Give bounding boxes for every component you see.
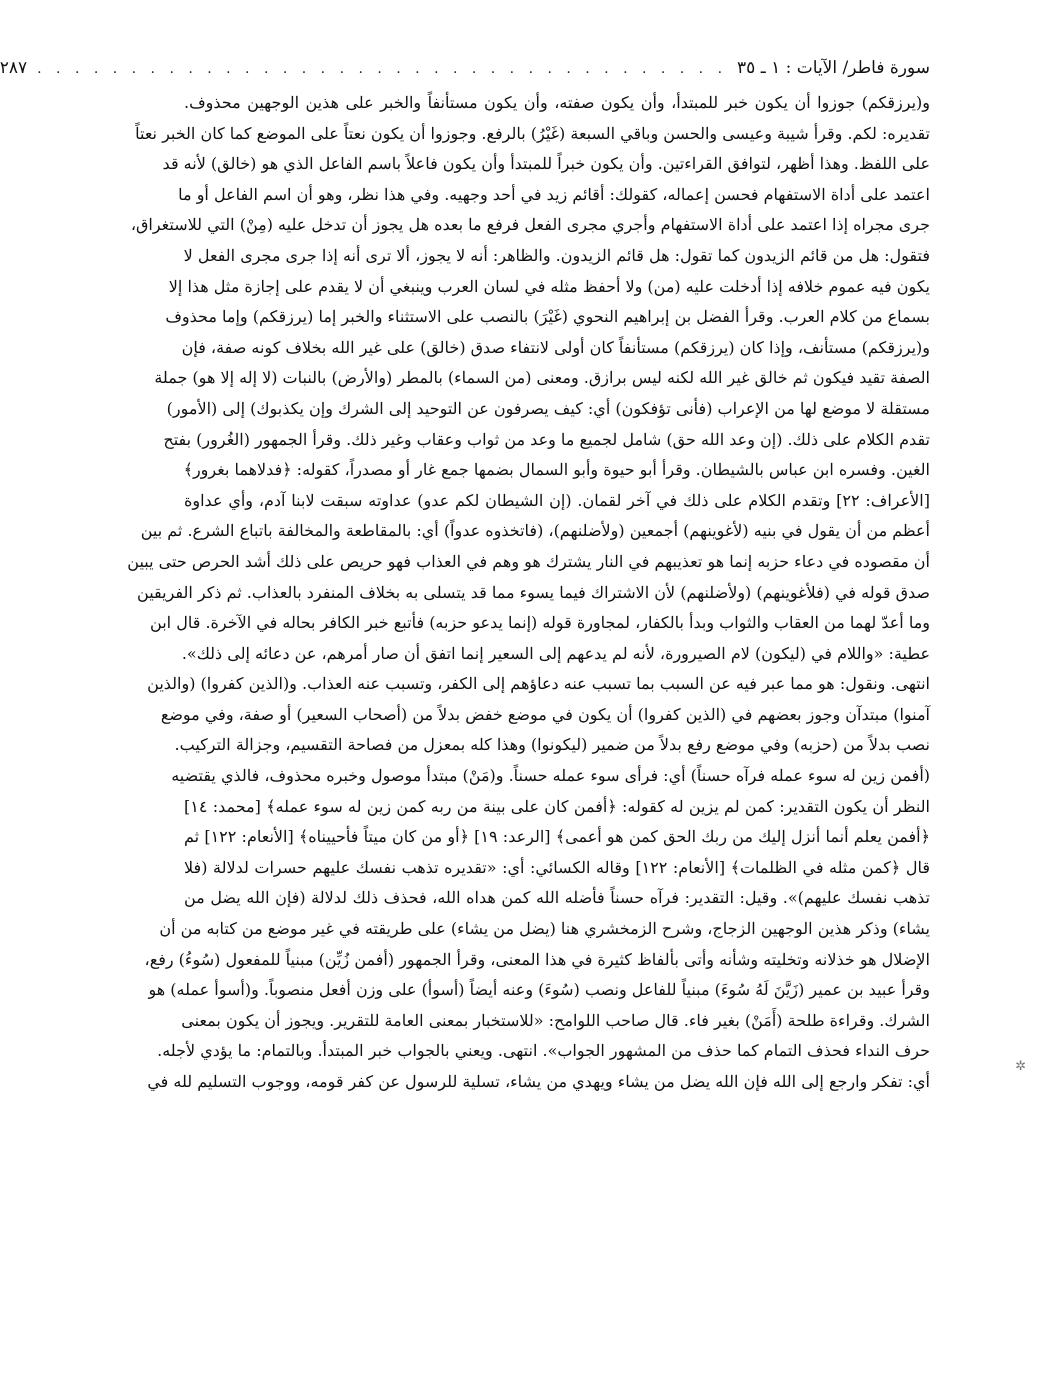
text-line: يكون فيه عموم خلافه إذا أدخلت عليه (من) ولا أحفظ مثله في لسان العرب وينبغي أن لا يقدم على إجازة مثل هذا إلا <box>168 276 930 296</box>
text-line: الغين. وفسره ابن عباس بالشيطان. وقرأ أبو حيوة وأبو السمال بضمها جمع غار أو مصدراً، كقوله: ﴿فدلاهما بغرور﴾ <box>183 460 930 480</box>
text-line: حرف النداء فحذف التمام كما حذف من المشهور الجواب». انتهى. ويعني بالجواب خبر المبتدأ. وبالتمام: ما يؤدي لأجله. <box>157 1041 930 1061</box>
text-line: قال ﴿كمن مثله في الظلمات﴾ [الأنعام: ١٢٢] وقاله الكسائي: أي: «تقديره تذهب نفسك عليهم حسرات لدلالة (فلا <box>184 857 930 877</box>
text-line: الإضلال هو خذلانه وتخليته وشأنه وأتى بألفاظ كثيرة في هذا المعنى، وقرأ الجمهور (أفمن زُيِّن) مبنياً للمفعول (سُوءُ) رفع، <box>144 949 930 969</box>
text-line: (أفمن زين له سوء عمله فرآه حسناً) أي: فرأى سوء عمله حسناً. و(مَنْ) مبتدأ موصول وخبره محذوف، فالذي يقتضيه <box>171 766 930 786</box>
text-line: أعظم من أن يقول في بنيه (لأغوينهم) أجمعين (ولأضلنهم)، (فاتخذوه عدواً) أي: بالمقاطعة والمخالفة باتباع الشرع. ثم بين <box>140 521 930 541</box>
text-line: [الأعراف: ٢٢] وتقدم الكلام على ذلك في آخر لقمان. (إن الشيطان لكم عدو) عداوته سبقت لابنا آدم، وأي عداوة <box>184 490 930 510</box>
text-line: يشاء) وذكر هذين الوجهين الزجاج، وشرح الزمخشري هنا (يضل من يشاء) على طريقته في غير موضع من كتابه من أن <box>159 919 930 939</box>
scan-speck-icon: ✲ <box>1015 1059 1026 1074</box>
text-line: النظر أن يكون التقدير: كمن لم يزين له كقوله: ﴿أفمن كان على بينة من ربه كمن زين له سوء عمله﴾ [محمد: ١٤] <box>184 796 930 816</box>
text-line: تقدم الكلام على ذلك. (إن وعد الله حق) شامل لجميع ما وعد من ثواب وعقاب وغير ذلك. وقرأ الجمهور (الغُرور) بفتح <box>163 429 930 449</box>
text-line: عطية: «واللام في (ليكون) لام الصيرورة، لأنه لم يدعهم إلى السعير إنما اتفق أن صار أمرهم، عن دعائه إلى ذلك». <box>181 643 930 663</box>
text-line: وقرأ عبيد بن عمير (زَيَّنَ لَهُ سُوءَ) مبنياً للفاعل ونصب (سُوءَ) وعنه أيضاً (أسوأ) على وزن أفعل منصوباً. و(أسوأ عمله) هو <box>148 980 930 1000</box>
text-line: تقديره: لكم. وقرأ شيبة وعيسى والحسن وباقي السبعة (غَيْرُ) بالرفع. وجوزوا أن يكون نعتاً على الموضع كما كان الخبر نعتاً <box>135 123 930 143</box>
text-line: بسماع من كلام العرب. وقرأ الفضل بن إبراهيم النحوي (غَيْرَ) بالنصب على الاستثناء والخبر إما (يرزقكم) وإما محذوف <box>165 307 930 327</box>
text-line: تذهب نفسك عليهم)». وقيل: التقدير: فرآه حسناً فأضله الله كمن هداه الله، فحذف ذلك لدلالة (فإن الله يضل من <box>184 888 930 908</box>
running-title: سورة فاطر/ الآيات : ١ ـ ٣٥ <box>737 58 930 78</box>
text-line: ﴿أفمن يعلم أنما أنزل إليك من ربك الحق كمن هو أعمى﴾ [الرعد: ١٩] ﴿أو من كان ميتاً فأحييناه﴾ [الأنعام: ١٢٢] ثم <box>184 827 931 847</box>
text-line: أن مقصوده في دعاء حزبه إنما هو تعذيبهم في النار يشترك هو وهم في العذاب فهو حريص على ذلك أشد الحرص حتى يبين <box>127 551 930 571</box>
text-line: اعتمد على أداة الاستفهام فحسن إعماله، كقولك: أقائم زيد في أحد وجهيه. وفي هذا نظر، وهو أن اسم الفاعل أو ما <box>178 184 930 204</box>
header-dot-leader: . . . . . . . . . . . . . . . . . . . . . . . . . . . . . . . . . . . . . <box>37 61 728 77</box>
text-line: آمنوا) مبتدآن وجوز بعضهم في (الذين كفروا) أن يكون في موضع خفض بدلاً من (أصحاب السعير) أو صفة، وفي موضع <box>160 704 930 724</box>
page-header <box>0 56 930 82</box>
text-line: وما أعدّ لهما من العقاب والثواب وبدأ بالكفار، لمجاورة قوله (إنما يدعو حزبه) فأتبع خبر الكافر بحاله في الآخرة. قال ابن <box>150 613 930 633</box>
text-line: أي: تفكر وارجع إلى الله فإن الله يضل من يشاء ويهدي من يشاء، تسلية للرسول عن كفر قومه، ووجوب التسليم لله في <box>147 1072 930 1091</box>
page-body <box>127 88 931 1098</box>
text-line: صدق قوله في (فلأغوينهم) (ولأضلنهم) لأن الاشتراك فيما يسوء مما قد يتسلى به بخلاف المنفرد بالعذاب. ثم ذكر الفريقين <box>137 582 930 602</box>
text-line: جرى مجراه إذا اعتمد على أداة الاستفهام وأجري مجرى الفعل فرفع ما بعده هل يجوز أن تدخل عليه (مِنْ) التي للاستغراق، <box>130 215 930 235</box>
page-number: ٢٨٧ <box>0 58 28 78</box>
book-page <box>0 56 931 1316</box>
text-line: فتقول: هل من قائم الزيدون كما تقول: هل قائم الزيدون. والظاهر: أنه لا يجوز، ألا ترى أنه إذا جرى مجرى الفعل لا <box>183 245 930 265</box>
text-line: الصفة تقيد فيكون ثم خالق غير الله لكنه ليس برازق. ومعنى (من السماء) بالمطر (والأرض) بالنبات (لا إله إلا هو) جملة <box>154 368 930 388</box>
text-line: على اللفظ. وهذا أظهر، لتوافق القراءتين. وأن يكون خبراً للمبتدأ وأن يكون فاعلاً باسم الفاعل الذي هو (خالق) لأنه قد <box>162 154 930 174</box>
text-line: الشرك. وقراءة طلحة (أَمَنْ) بغير فاء. قال صاحب اللوامح: «للاستخبار بمعنى العامة للتقرير. ويجوز أن يكون بمعنى <box>181 1010 930 1030</box>
text-line: و(يرزقكم) مستأنف، وإذا كان (يرزقكم) مستأنفاً كان أولى لانتفاء صدق (خالق) على غير الله بخلاف كونه صفة، فإن <box>181 337 930 357</box>
text-line: نصب بدلاً من (حزبه) وفي موضع رفع بدلاً من ضمير (ليكونوا) وهذا كله بمعزل من فصاحة التقسيم، وجزالة التركيب. <box>174 735 930 755</box>
text-line: مستقلة لا موضع لها من الإعراب (فأنى تؤفكون) أي: كيف يصرفون عن التوحيد إلى الشرك وإن يكذبوك) إلى (الأمور) <box>166 398 930 418</box>
text-line: و(يرزقكم) جوزوا أن يكون خبر للمبتدأ، وأن يكون صفته، وأن يكون مستأنفاً والخبر على هذين الوجهين محذوف. <box>184 93 930 112</box>
text-line: انتهى. ونقول: هو مما عبر فيه عن السبب بما تسبب عنه دعاؤهم إلى الكفر، وتسبب عنه العذاب. و(الذين كفروا) (والذين <box>147 674 930 694</box>
